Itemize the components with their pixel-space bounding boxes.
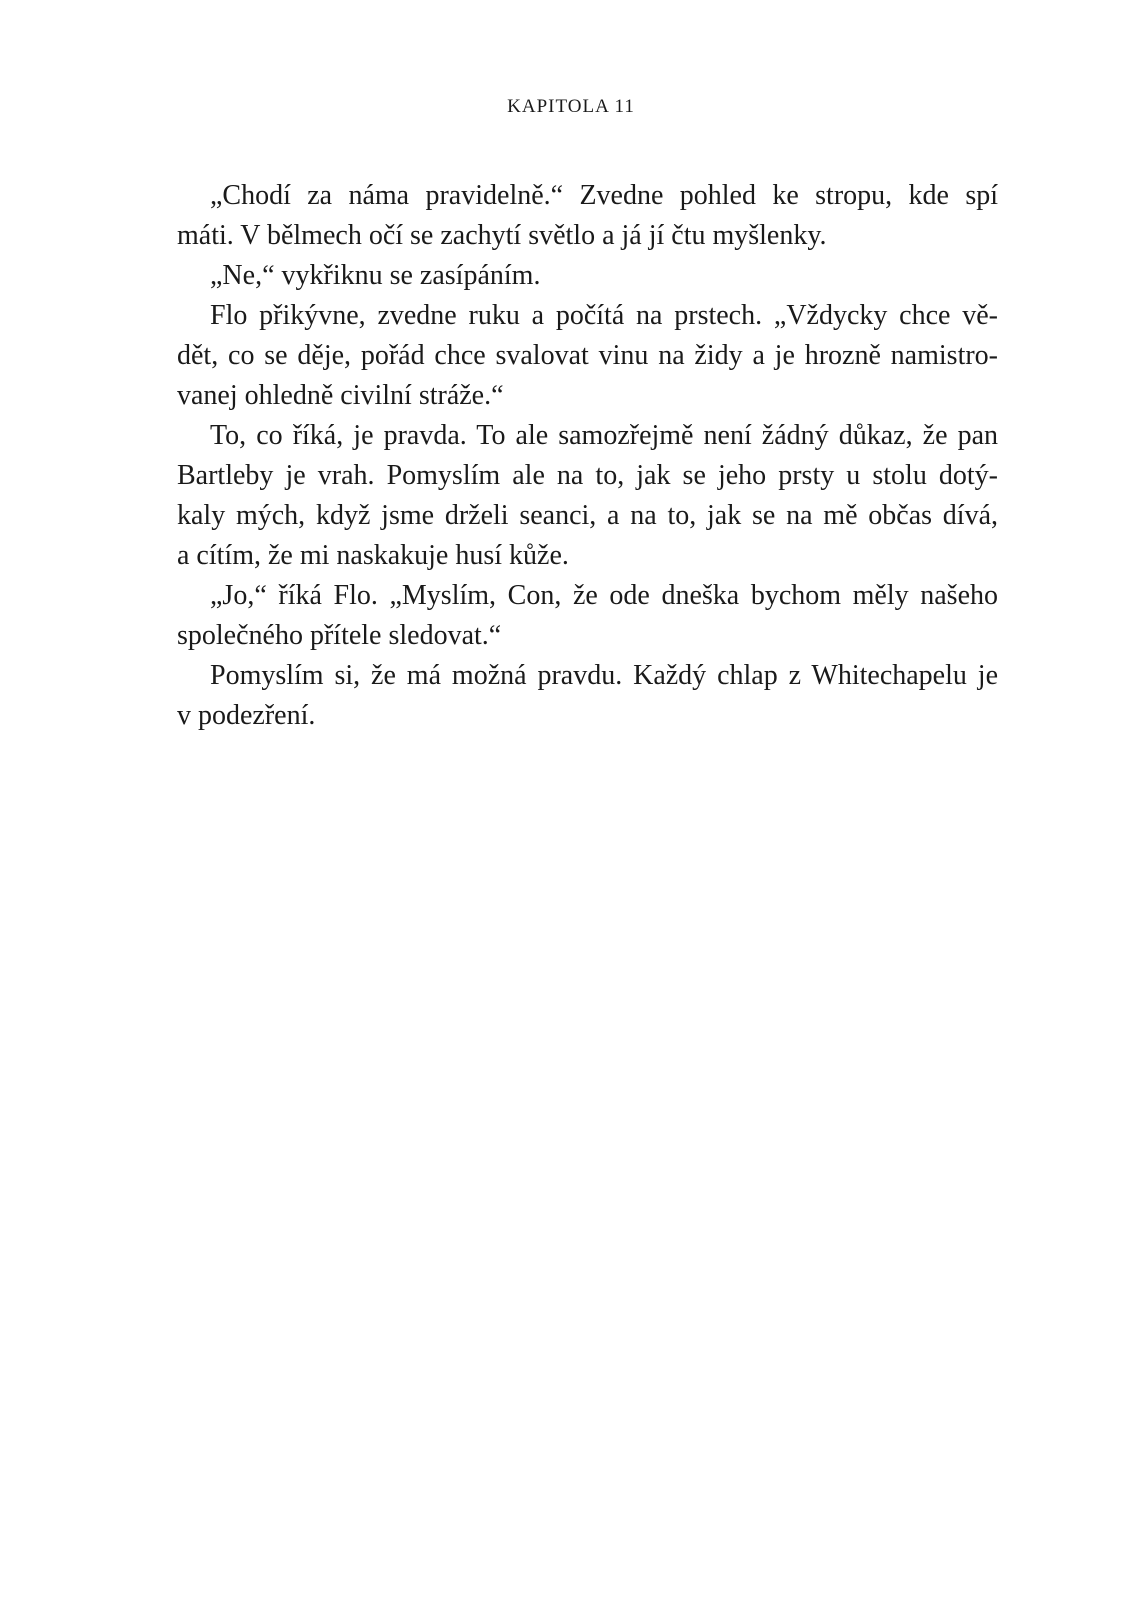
text-line: Bartleby je vrah. Pomyslím ale na to, jak se jeho prsty u stolu dotý- [177, 460, 998, 491]
paragraph [144, 656, 998, 736]
text-line: máti. V bělmech očí se zachytí světlo a já jí čtu myšlenky. [177, 220, 827, 251]
text-line: dět, co se děje, pořád chce svalovat vinu na židy a je hrozně namistro- [177, 340, 998, 371]
text-line: vanej ohledně civilní stráže.“ [177, 380, 504, 411]
text-line: a cítím, že mi naskakuje husí kůže. [177, 540, 569, 571]
text-line: Pomyslím si, že má možná pravdu. Každý chlap z Whitechapelu je [210, 660, 998, 691]
text-line: kaly mých, když jsme drželi seanci, a na to, jak se na mě občas dívá, [177, 500, 998, 531]
text-line: „Ne,“ vykřiknu se zasípáním. [210, 260, 541, 291]
text-line: To, co říká, je pravda. To ale samozřejmě není žádný důkaz, že pan [210, 420, 998, 451]
paragraph [144, 296, 998, 416]
text-line: v podezření. [177, 700, 316, 731]
text-line: společného přítele sledovat.“ [177, 620, 502, 651]
text-line: „Jo,“ říká Flo. „Myslím, Con, že ode dneška bychom měly našeho [210, 580, 998, 611]
paragraph [144, 416, 998, 576]
text-line: „Chodí za náma pravidelně.“ Zvedne pohled ke stropu, kde spí [210, 180, 998, 211]
text-line: Flo přikývne, zvedne ruku a počítá na prstech. „Vždycky chce vě- [210, 300, 998, 331]
running-head: KAPITOLA 11 [507, 96, 635, 117]
paragraph [144, 256, 998, 296]
paragraph [144, 576, 998, 656]
body-text [144, 176, 998, 736]
paragraph [144, 176, 998, 256]
